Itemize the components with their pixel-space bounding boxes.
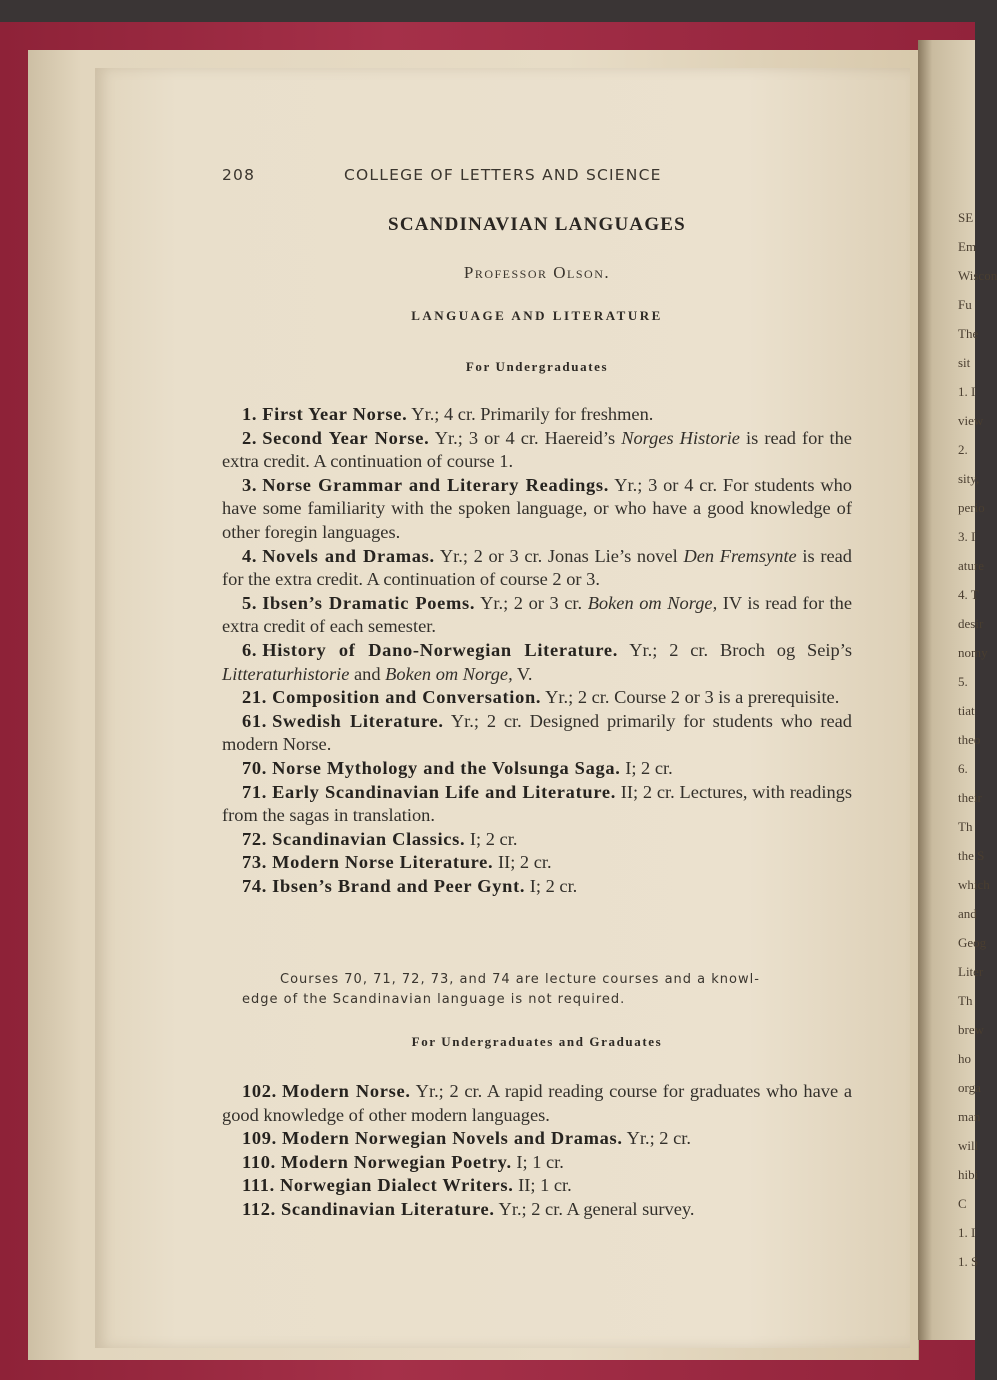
course-entry <box>222 545 852 592</box>
facing-page-text: C <box>958 1196 967 1211</box>
course-title: Norse Mythology and the Volsunga Saga. <box>272 757 621 778</box>
course-entry <box>222 710 852 757</box>
course-entry <box>222 875 852 899</box>
facing-page-text: 1. S <box>958 1254 979 1269</box>
course-number: 111. <box>242 1175 275 1196</box>
course-description: Yr.; 3 or 4 cr. Haereid’s <box>429 427 622 448</box>
course-description: I; 2 cr. <box>620 757 673 778</box>
course-entry <box>222 427 852 474</box>
facing-page-text: Th <box>958 819 973 834</box>
course-number: 110. <box>242 1151 276 1172</box>
facing-page-text: 1. I <box>958 384 976 399</box>
course-description-cont: and <box>349 663 386 684</box>
facing-page-text: orga <box>958 1080 981 1095</box>
course-entry <box>222 592 852 639</box>
course-entry <box>222 1198 852 1222</box>
course-italic-title-2: Boken om Norge, <box>385 663 513 684</box>
facing-page-text: The <box>958 326 979 341</box>
course-description-end: V. <box>512 663 533 684</box>
facing-page-text: 3. I <box>958 529 976 544</box>
course-title: Second Year Norse. <box>262 427 430 448</box>
course-title: First Year Norse. <box>262 404 408 424</box>
course-title: Modern Norwegian Novels and Dramas. <box>281 1128 623 1149</box>
course-description: Yr.; 2 cr. Broch og Seip’s <box>618 639 852 660</box>
facing-page-text: tiat <box>958 703 975 718</box>
course-description-cont: IV is read for the extra credit of each semester. <box>222 592 852 637</box>
course-number: 4. <box>242 545 258 566</box>
course-title: Norse Grammar and Literary Readings. <box>262 474 610 495</box>
grad-course-list <box>222 1080 852 1222</box>
course-number: 6. <box>242 639 258 660</box>
facing-page-text: Liter <box>958 964 984 979</box>
facing-page-text: the S <box>958 848 985 863</box>
course-italic-title: Litteraturhistorie <box>222 663 350 684</box>
facing-page-text: will <box>958 1138 979 1153</box>
facing-page-text: theo <box>958 732 981 747</box>
course-number: 5. <box>242 592 258 613</box>
course-description: I; 2 cr. <box>465 828 518 849</box>
note-line-1: Courses 70, 71, 72, 73, and 74 are lecture courses and a knowl- <box>280 972 760 987</box>
course-number: 1. <box>242 404 258 424</box>
course-italic-title: Den Fremsynte <box>683 545 797 566</box>
facing-page-text: nomy <box>958 645 988 660</box>
facing-page-text: 1. I <box>958 1225 976 1240</box>
course-description: I; 1 cr. <box>511 1151 564 1172</box>
facing-page-text: view <box>958 413 984 428</box>
course-title: Modern Norwegian Poetry. <box>280 1151 512 1172</box>
course-title: Composition and Conversation. <box>272 687 542 708</box>
course-title: Ibsen’s Dramatic Poems. <box>262 592 476 613</box>
department-heading: SCANDINAVIAN LANGUAGES <box>388 214 686 235</box>
section-heading: LANGUAGE AND LITERATURE <box>411 308 663 323</box>
course-description: Yr.; 2 cr. A rapid reading course for graduates who have a good knowledge of other modern languages. <box>222 1081 852 1125</box>
course-number: 2. <box>242 427 258 448</box>
course-description: Yr.; 4 cr. Primarily for freshmen. <box>407 404 654 424</box>
facing-page-text: desir <box>958 616 984 631</box>
course-number: 61. <box>242 710 268 731</box>
course-entry <box>222 851 852 875</box>
course-title: Modern Norse. <box>281 1081 411 1101</box>
course-number: 70. <box>242 757 268 778</box>
course-entry <box>222 403 852 427</box>
course-description: II; 1 cr. <box>513 1175 572 1196</box>
lecture-note <box>242 970 847 1010</box>
facing-page-text: sit <box>958 355 971 370</box>
undergrad-heading: For Undergraduates <box>465 359 609 374</box>
course-number: 3. <box>242 474 258 495</box>
course-title: Modern Norse Literature. <box>272 852 494 873</box>
page-number: 208 <box>222 166 256 184</box>
facing-page-text: ature <box>958 558 984 573</box>
course-entry <box>222 757 852 781</box>
facing-page-text: 4. T <box>958 587 979 602</box>
course-title: Novels and Dramas. <box>262 545 435 566</box>
facing-page-text: 5. <box>958 674 968 689</box>
facing-page-text: hibi <box>958 1167 979 1182</box>
facing-page-text: and <box>958 906 977 921</box>
facing-page-text: Geog <box>958 935 987 950</box>
facing-page-text: brew <box>958 1022 984 1037</box>
course-entry <box>222 1080 852 1127</box>
grad-heading: For Undergraduates and Graduates <box>411 1034 663 1049</box>
course-number: 109. <box>242 1128 277 1149</box>
course-number: 72. <box>242 828 268 849</box>
course-italic-title: Boken om Norge, <box>587 592 718 613</box>
course-title: Norwegian Dialect Writers. <box>279 1175 514 1196</box>
facing-page-text: Th <box>958 993 973 1008</box>
facing-page-text: which <box>958 877 990 892</box>
course-entry <box>222 1151 852 1175</box>
course-title: Scandinavian Classics. <box>272 828 466 849</box>
course-entry <box>222 828 852 852</box>
course-description: II; 2 cr. <box>493 852 552 873</box>
course-number: 21. <box>242 687 268 708</box>
course-description: Yr.; 2 cr. Course 2 or 3 is a prerequisite. <box>541 687 840 708</box>
course-entry <box>222 474 852 545</box>
facing-page-text: Wiscon <box>958 268 997 283</box>
course-entry <box>222 1127 852 1151</box>
course-description: I; 2 cr. <box>525 875 578 896</box>
course-description: Yr.; 2 or 3 cr. <box>475 592 588 613</box>
course-title: Scandinavian Literature. <box>280 1198 495 1219</box>
course-italic-title: Norges Historie <box>621 427 740 448</box>
course-entry <box>222 686 852 710</box>
course-entry <box>222 639 852 686</box>
facing-page-text: 2. <box>958 442 968 457</box>
course-description-cont: is read for the extra credit. A continuation of course 1. <box>222 427 852 472</box>
facing-page-text: ho <box>958 1051 971 1066</box>
course-title: Ibsen’s Brand and Peer Gynt. <box>272 875 526 896</box>
course-number: 102. <box>242 1081 277 1101</box>
running-title: COLLEGE OF LETTERS AND SCIENCE <box>344 166 662 184</box>
course-title: Early Scandinavian Life and Literature. <box>272 781 617 802</box>
note-line-2: edge of the Scandinavian language is not required. <box>242 992 626 1007</box>
facing-page-text: Fu <box>958 297 972 312</box>
course-number: 112. <box>242 1198 276 1219</box>
facing-page-text: perio <box>958 500 985 515</box>
course-description: Yr.; 2 cr. A general survey. <box>494 1198 695 1219</box>
facing-page-text: 6. <box>958 761 968 776</box>
course-number: 71. <box>242 781 268 802</box>
facing-page-text: SE <box>958 210 974 225</box>
course-description-cont: is read for the extra credit. A continuation of course 2 or 3. <box>222 545 852 590</box>
course-description: Yr.; 2 cr. Designed primarily for students who read modern Norse. <box>222 710 852 755</box>
course-description: Yr.; 2 or 3 cr. Jonas Lie’s novel <box>434 545 684 566</box>
course-description: Yr.; 3 or 4 cr. For students who have some familiarity with the spoken language, or who have a good knowledge of other foregin languages. <box>222 474 853 542</box>
course-entry <box>222 1174 852 1198</box>
undergrad-course-list <box>222 403 852 898</box>
facing-page-text: Em <box>958 239 977 254</box>
professor-line: Professor Olson. <box>463 263 611 282</box>
course-description: II; 2 cr. Lectures, with readings from the sagas in translation. <box>222 781 852 826</box>
course-title: Swedish Literature. <box>272 710 444 731</box>
course-entry <box>222 781 852 828</box>
course-number: 74. <box>242 875 268 896</box>
course-title: History of Dano-Norwegian Literature. <box>262 639 619 660</box>
facing-page-text: sity, <box>958 471 980 486</box>
facing-page-fragment <box>918 40 997 1340</box>
course-number: 73. <box>242 852 268 873</box>
course-description: Yr.; 2 cr. <box>622 1128 691 1149</box>
facing-page-text: man <box>958 1109 981 1124</box>
facing-page-text: their <box>958 790 982 805</box>
